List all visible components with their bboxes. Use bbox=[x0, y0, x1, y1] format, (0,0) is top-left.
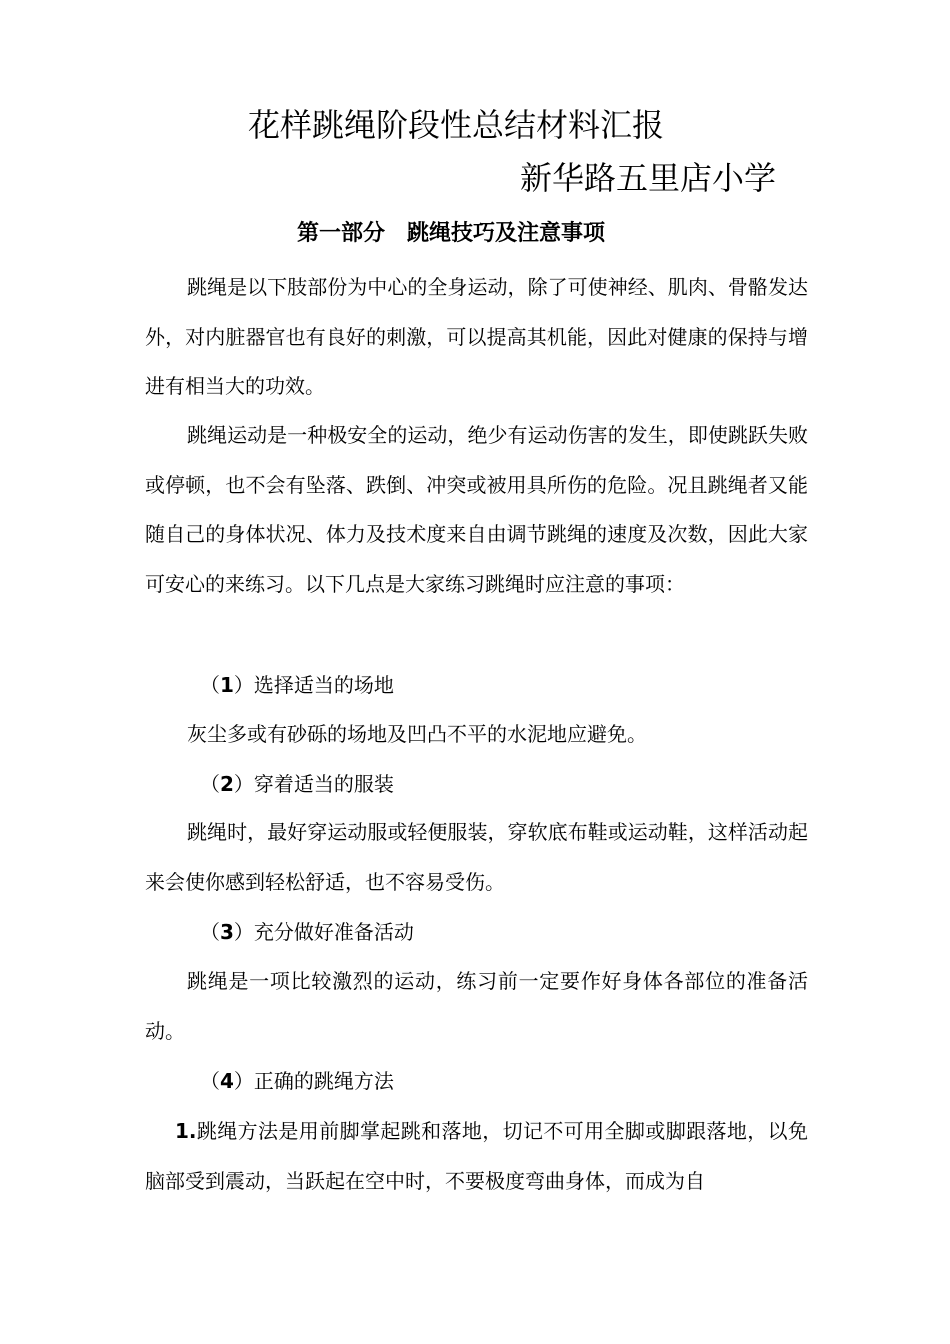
item-1-title: 选择适当的场地 bbox=[253, 673, 394, 697]
safety-paragraph: 跳绳运动是一种极安全的运动，绝少有运动伤害的发生，即使跳跃失败或停顿，也不会有坠落、跌倒、冲突或被用具所伤的危险。况且跳绳者又能随自己的身体状况、体力及技术度来自由调节跳绳的速度及次数，因此大家可安心的来练习。以下几点是大家练习跳绳时应注意的事项： bbox=[145, 423, 808, 596]
part-topic: 跳绳技巧及注意事项 bbox=[407, 221, 606, 246]
item-4-close: ） bbox=[233, 1069, 254, 1093]
item-1-number: 1 bbox=[220, 673, 234, 697]
item-4-heading bbox=[200, 1066, 394, 1096]
item-3-open: （ bbox=[200, 920, 220, 944]
item-3-close: ） bbox=[233, 920, 254, 944]
school-name: 新华路五里店小学 bbox=[520, 159, 777, 197]
item-2-heading bbox=[200, 769, 394, 799]
item-2-text: 跳绳时，最好穿运动服或轻便服装，穿软底布鞋或运动鞋，这样活动起来会使你感到轻松舒适，也不容易受伤。 bbox=[145, 820, 808, 894]
method-paragraph bbox=[145, 1107, 808, 1206]
item-3-title: 充分做好准备活动 bbox=[253, 920, 414, 944]
item-2-title: 穿着适当的服装 bbox=[253, 772, 394, 796]
item-2-close: ） bbox=[233, 772, 254, 796]
item-4-title: 正确的跳绳方法 bbox=[253, 1069, 394, 1093]
item-1-open: （ bbox=[200, 673, 220, 697]
item-1-close: ） bbox=[233, 673, 254, 697]
intro-paragraph: 跳绳是以下肢部份为中心的全身运动，除了可使神经、肌肉、骨骼发达外，对内脏器官也有良好的刺激，可以提高其机能，因此对健康的保持与增进有相当大的功效。 bbox=[145, 275, 808, 398]
item-4-open: （ bbox=[200, 1069, 220, 1093]
item-1-text: 灰尘多或有砂砾的场地及凹凸不平的水泥地应避免。 bbox=[187, 722, 647, 746]
item-3-number: 3 bbox=[220, 920, 234, 944]
item-2-number: 2 bbox=[220, 772, 234, 796]
item-3-text: 跳绳是一项比较激烈的运动，练习前一定要作好身体各部位的准备活动。 bbox=[145, 969, 808, 1043]
method-number: 1. bbox=[175, 1119, 197, 1143]
item-4-number: 4 bbox=[220, 1069, 234, 1093]
part-label: 第一部分 bbox=[297, 221, 386, 246]
item-1-heading bbox=[200, 670, 394, 700]
document-title: 花样跳绳阶段性总结材料汇报 bbox=[248, 106, 665, 144]
item-3-heading bbox=[200, 917, 414, 947]
method-text: 跳绳方法是用前脚掌起跳和落地，切记不可用全脚或脚跟落地，以免脑部受到震动，当跃起在空中时，不要极度弯曲身体，而成为自 bbox=[145, 1119, 808, 1193]
part-heading bbox=[297, 217, 605, 251]
item-2-open: （ bbox=[200, 772, 220, 796]
